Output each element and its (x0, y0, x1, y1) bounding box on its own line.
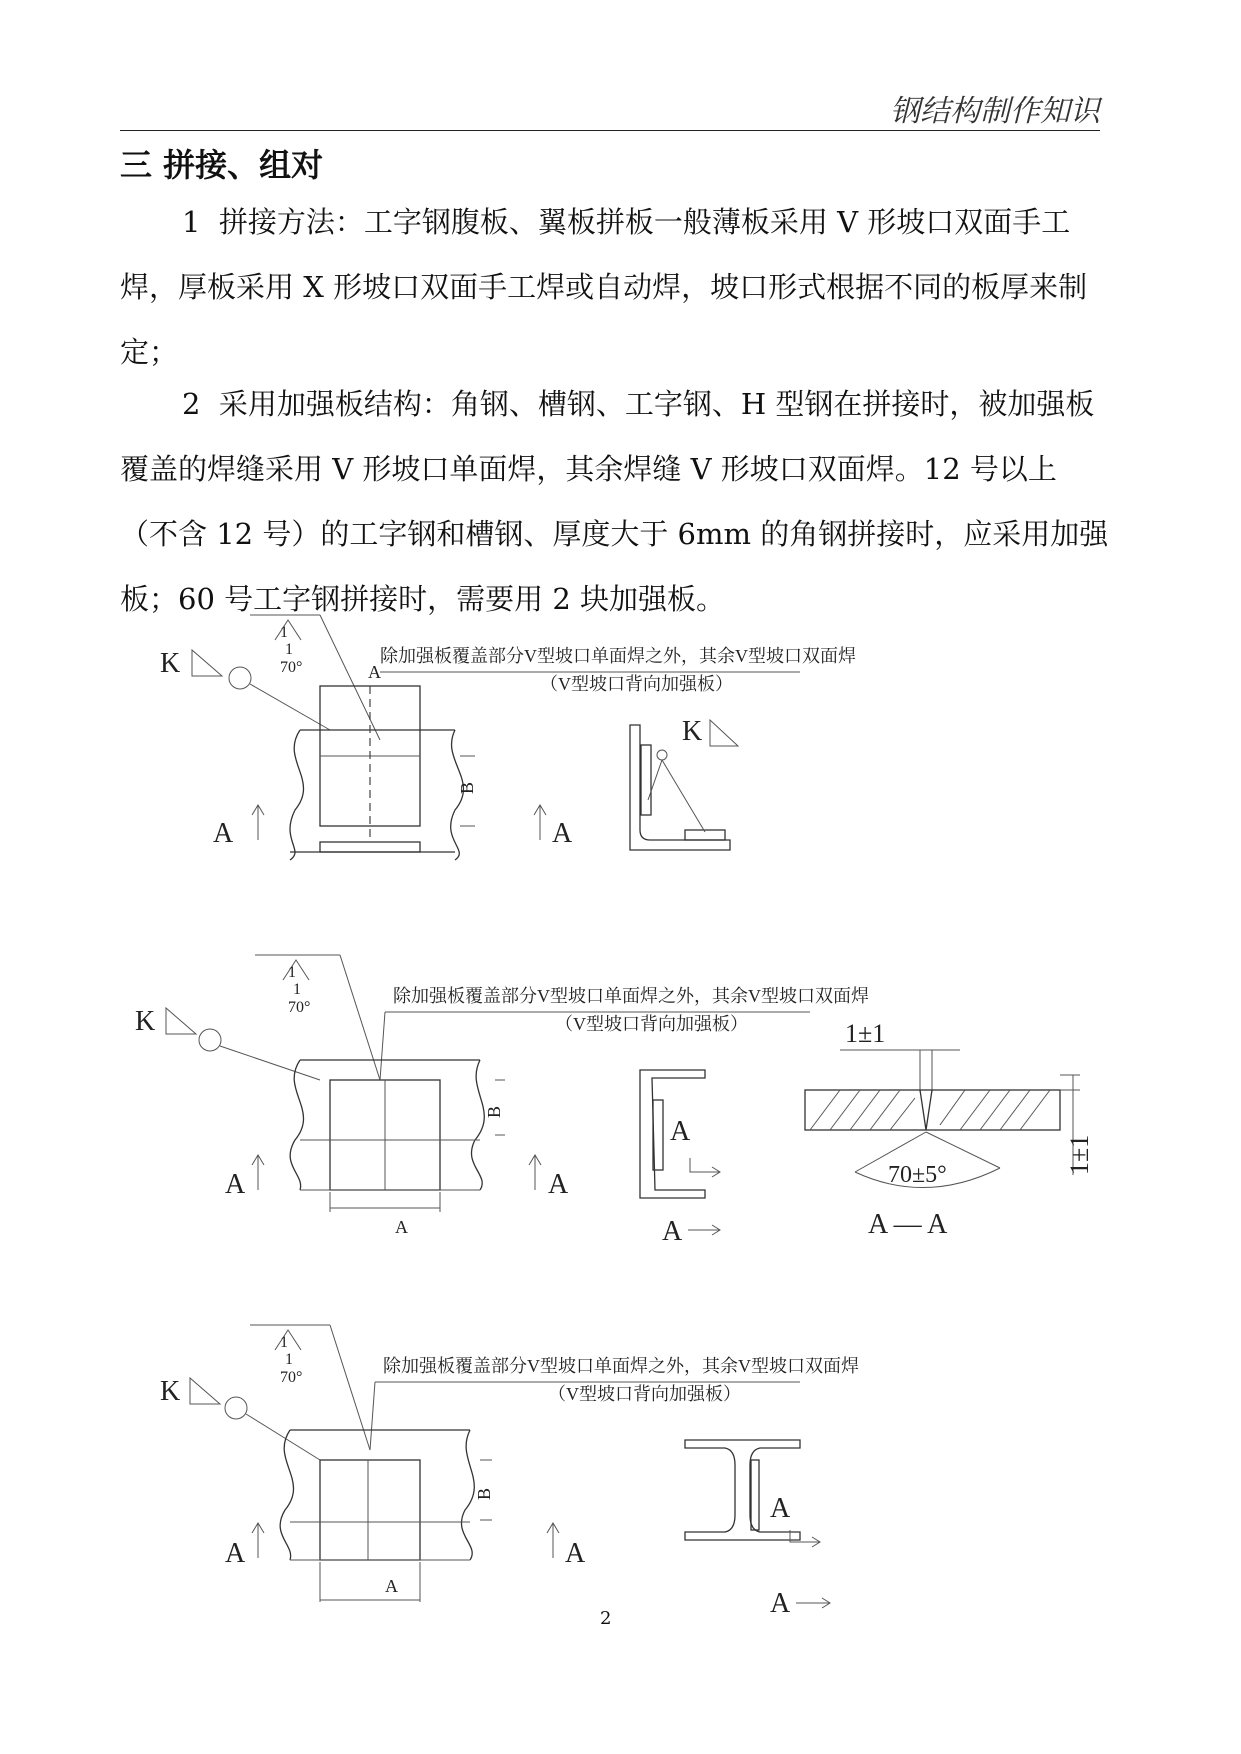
detail-gap: 1±1 (845, 1019, 886, 1048)
detail-a-2: A (662, 1216, 683, 1247)
section-mark-a-right-2: A (548, 1169, 569, 1200)
weld-sub-2: （V型坡口背向加强板） (555, 1014, 748, 1034)
detail-a-3: A (770, 1493, 791, 1524)
weld-symbol-angle-b: 70° (288, 999, 311, 1016)
weld-note-3: 除加强板覆盖部分V型坡口单面焊之外，其余V型坡口双面焊 (383, 1356, 859, 1376)
paragraph-1-num: 1 (182, 205, 201, 239)
detail-a-1: A (670, 1116, 691, 1147)
weld-symbol-one-2: 1 (285, 641, 293, 658)
weld-symbol-one-c2: 1 (285, 1351, 293, 1368)
paragraph-2 (120, 372, 1110, 632)
drawing-channel-steel (0, 950, 1241, 1250)
section-mark-a-right-3: A (565, 1538, 586, 1569)
paragraph-1-text: 拼接方法：工字钢腹板、翼板拼板一般薄板采用 V 形坡口双面手工焊，厚板采用 X 形坡口双面手工焊或自动焊，坡口形式根据不同的板厚来制定； (120, 205, 1088, 369)
detail-section: A — A (868, 1209, 948, 1240)
weld-symbol-one-c: 1 (280, 1334, 288, 1351)
weld-sub-3: （V型坡口背向加强板） (548, 1384, 741, 1404)
header-title: 钢结构制作知识 (890, 94, 1100, 129)
section-mark-a-left-2: A (225, 1169, 246, 1200)
dim-b-3: B (474, 1487, 494, 1500)
label-k-2: K (682, 716, 703, 747)
detail-root: 1±1 (1065, 1134, 1094, 1175)
drawing-angle-steel (0, 610, 1241, 870)
section-mark-a-left-3: A (225, 1538, 246, 1569)
dim-a-bottom-2: A (385, 1576, 398, 1596)
detail-a-4: A (770, 1588, 791, 1619)
dim-b: B (457, 781, 477, 794)
page-header (120, 80, 1100, 131)
detail-angle: 70±5° (888, 1162, 947, 1188)
paragraph-1 (120, 190, 1110, 385)
dim-b-2: B (484, 1105, 504, 1118)
weld-symbol-one: 1 (280, 624, 288, 641)
label-k-4: K (160, 1376, 181, 1407)
weld-sub: （V型坡口背向加强板） (540, 674, 733, 694)
weld-symbol-angle: 70° (280, 659, 303, 676)
section-mark-a-right: A (552, 818, 573, 849)
weld-note-2: 除加强板覆盖部分V型坡口单面焊之外，其余V型坡口双面焊 (393, 986, 869, 1006)
section-mark-a-left: A (213, 818, 234, 849)
weld-symbol-one-b: 1 (288, 964, 296, 981)
paragraph-2-text: 采用加强板结构：角钢、槽钢、工字钢、H 型钢在拼接时，被加强板覆盖的焊缝采用 V 形坡口单面焊，其余焊缝 V 形坡口双面焊。12 号以上（不含 12 号）的工字钢和槽钢、厚度大于 6mm 的角钢拼接时，应采用加强板；60 号工字钢拼接时，需要用 2 块加强板。 (120, 387, 1109, 616)
weld-symbol-one-b2: 1 (293, 981, 301, 998)
drawing-i-beam (0, 1320, 1241, 1630)
dim-a-top: A (368, 662, 381, 682)
weld-note: 除加强板覆盖部分V型坡口单面焊之外，其余V型坡口双面焊 (380, 646, 856, 666)
dim-a-bottom: A (395, 1217, 408, 1237)
page-number: 2 (600, 1608, 612, 1629)
label-k-3: K (135, 1006, 156, 1037)
label-k: K (160, 648, 181, 679)
weld-symbol-angle-c: 70° (280, 1369, 303, 1386)
section-title: 三 拼接、组对 (120, 146, 324, 184)
paragraph-2-num: 2 (182, 387, 201, 421)
